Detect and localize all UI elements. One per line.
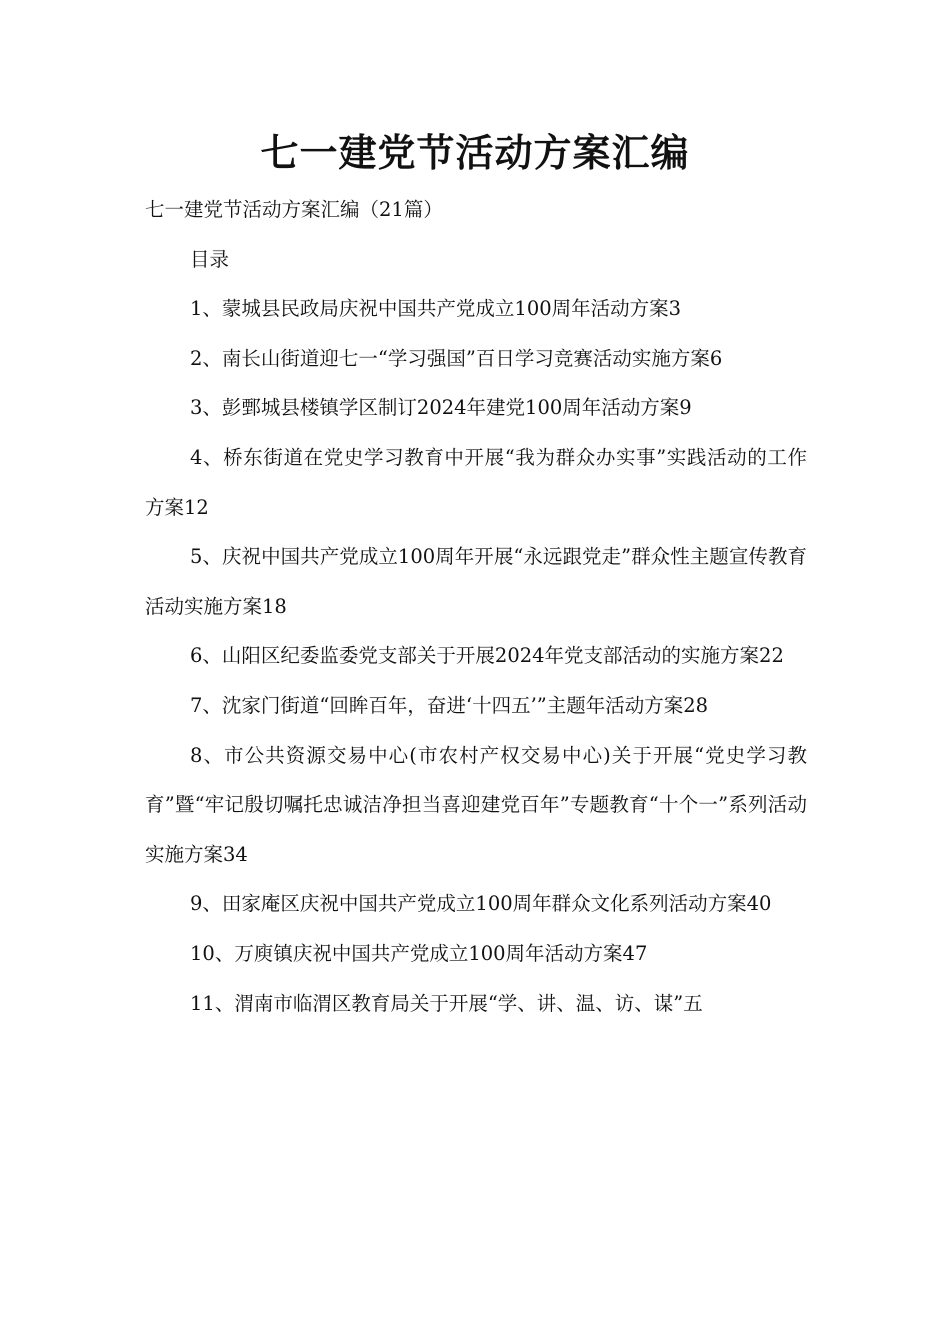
toc-item: 1、蒙城县民政局庆祝中国共产党成立100周年活动方案3 bbox=[190, 297, 682, 321]
toc-item: 9、田家庵区庆祝中国共产党成立100周年群众文化系列活动方案40 bbox=[190, 892, 772, 916]
document-title: 七一建党节活动方案汇编 bbox=[260, 131, 690, 175]
toc-item: 11、渭南市临渭区教育局关于开展“学、讲、温、访、谋”五 bbox=[190, 991, 703, 1015]
document-subtitle: 七一建党节活动方案汇编（21篇） bbox=[145, 198, 443, 221]
toc-item: 7、沈家门街道“回眸百年，奋进‘十四五’”主题年活动方案28 bbox=[190, 693, 709, 717]
toc-item: 5、庆祝中国共产党成立100周年开展“永远跟党走”群众性主题宣传教育活动实施方案18 bbox=[145, 545, 807, 618]
document-body bbox=[145, 185, 807, 1028]
toc-item: 8、市公共资源交易中心(市农村产权交易中心)关于开展“党史学习教育”暨“牢记殷切嘱托忠诚洁净担当喜迎建党百年”专题教育“十个一”系列活动实施方案34 bbox=[145, 743, 807, 866]
toc-item: 10、万庾镇庆祝中国共产党成立100周年活动方案47 bbox=[190, 941, 648, 965]
toc-item: 6、山阳区纪委监委党支部关于开展2024年党支部活动的实施方案22 bbox=[190, 644, 784, 668]
toc-item: 2、南长山街道迎七一“学习强国”百日学习竞赛活动实施方案6 bbox=[190, 346, 723, 370]
toc-item: 3、彭鄄城县楼镇学区制订2024年建党100周年活动方案9 bbox=[190, 396, 692, 420]
toc-heading: 目录 bbox=[190, 247, 230, 271]
toc-item: 4、桥东街道在党史学习教育中开展“我为群众办实事”实践活动的工作方案12 bbox=[145, 445, 807, 519]
